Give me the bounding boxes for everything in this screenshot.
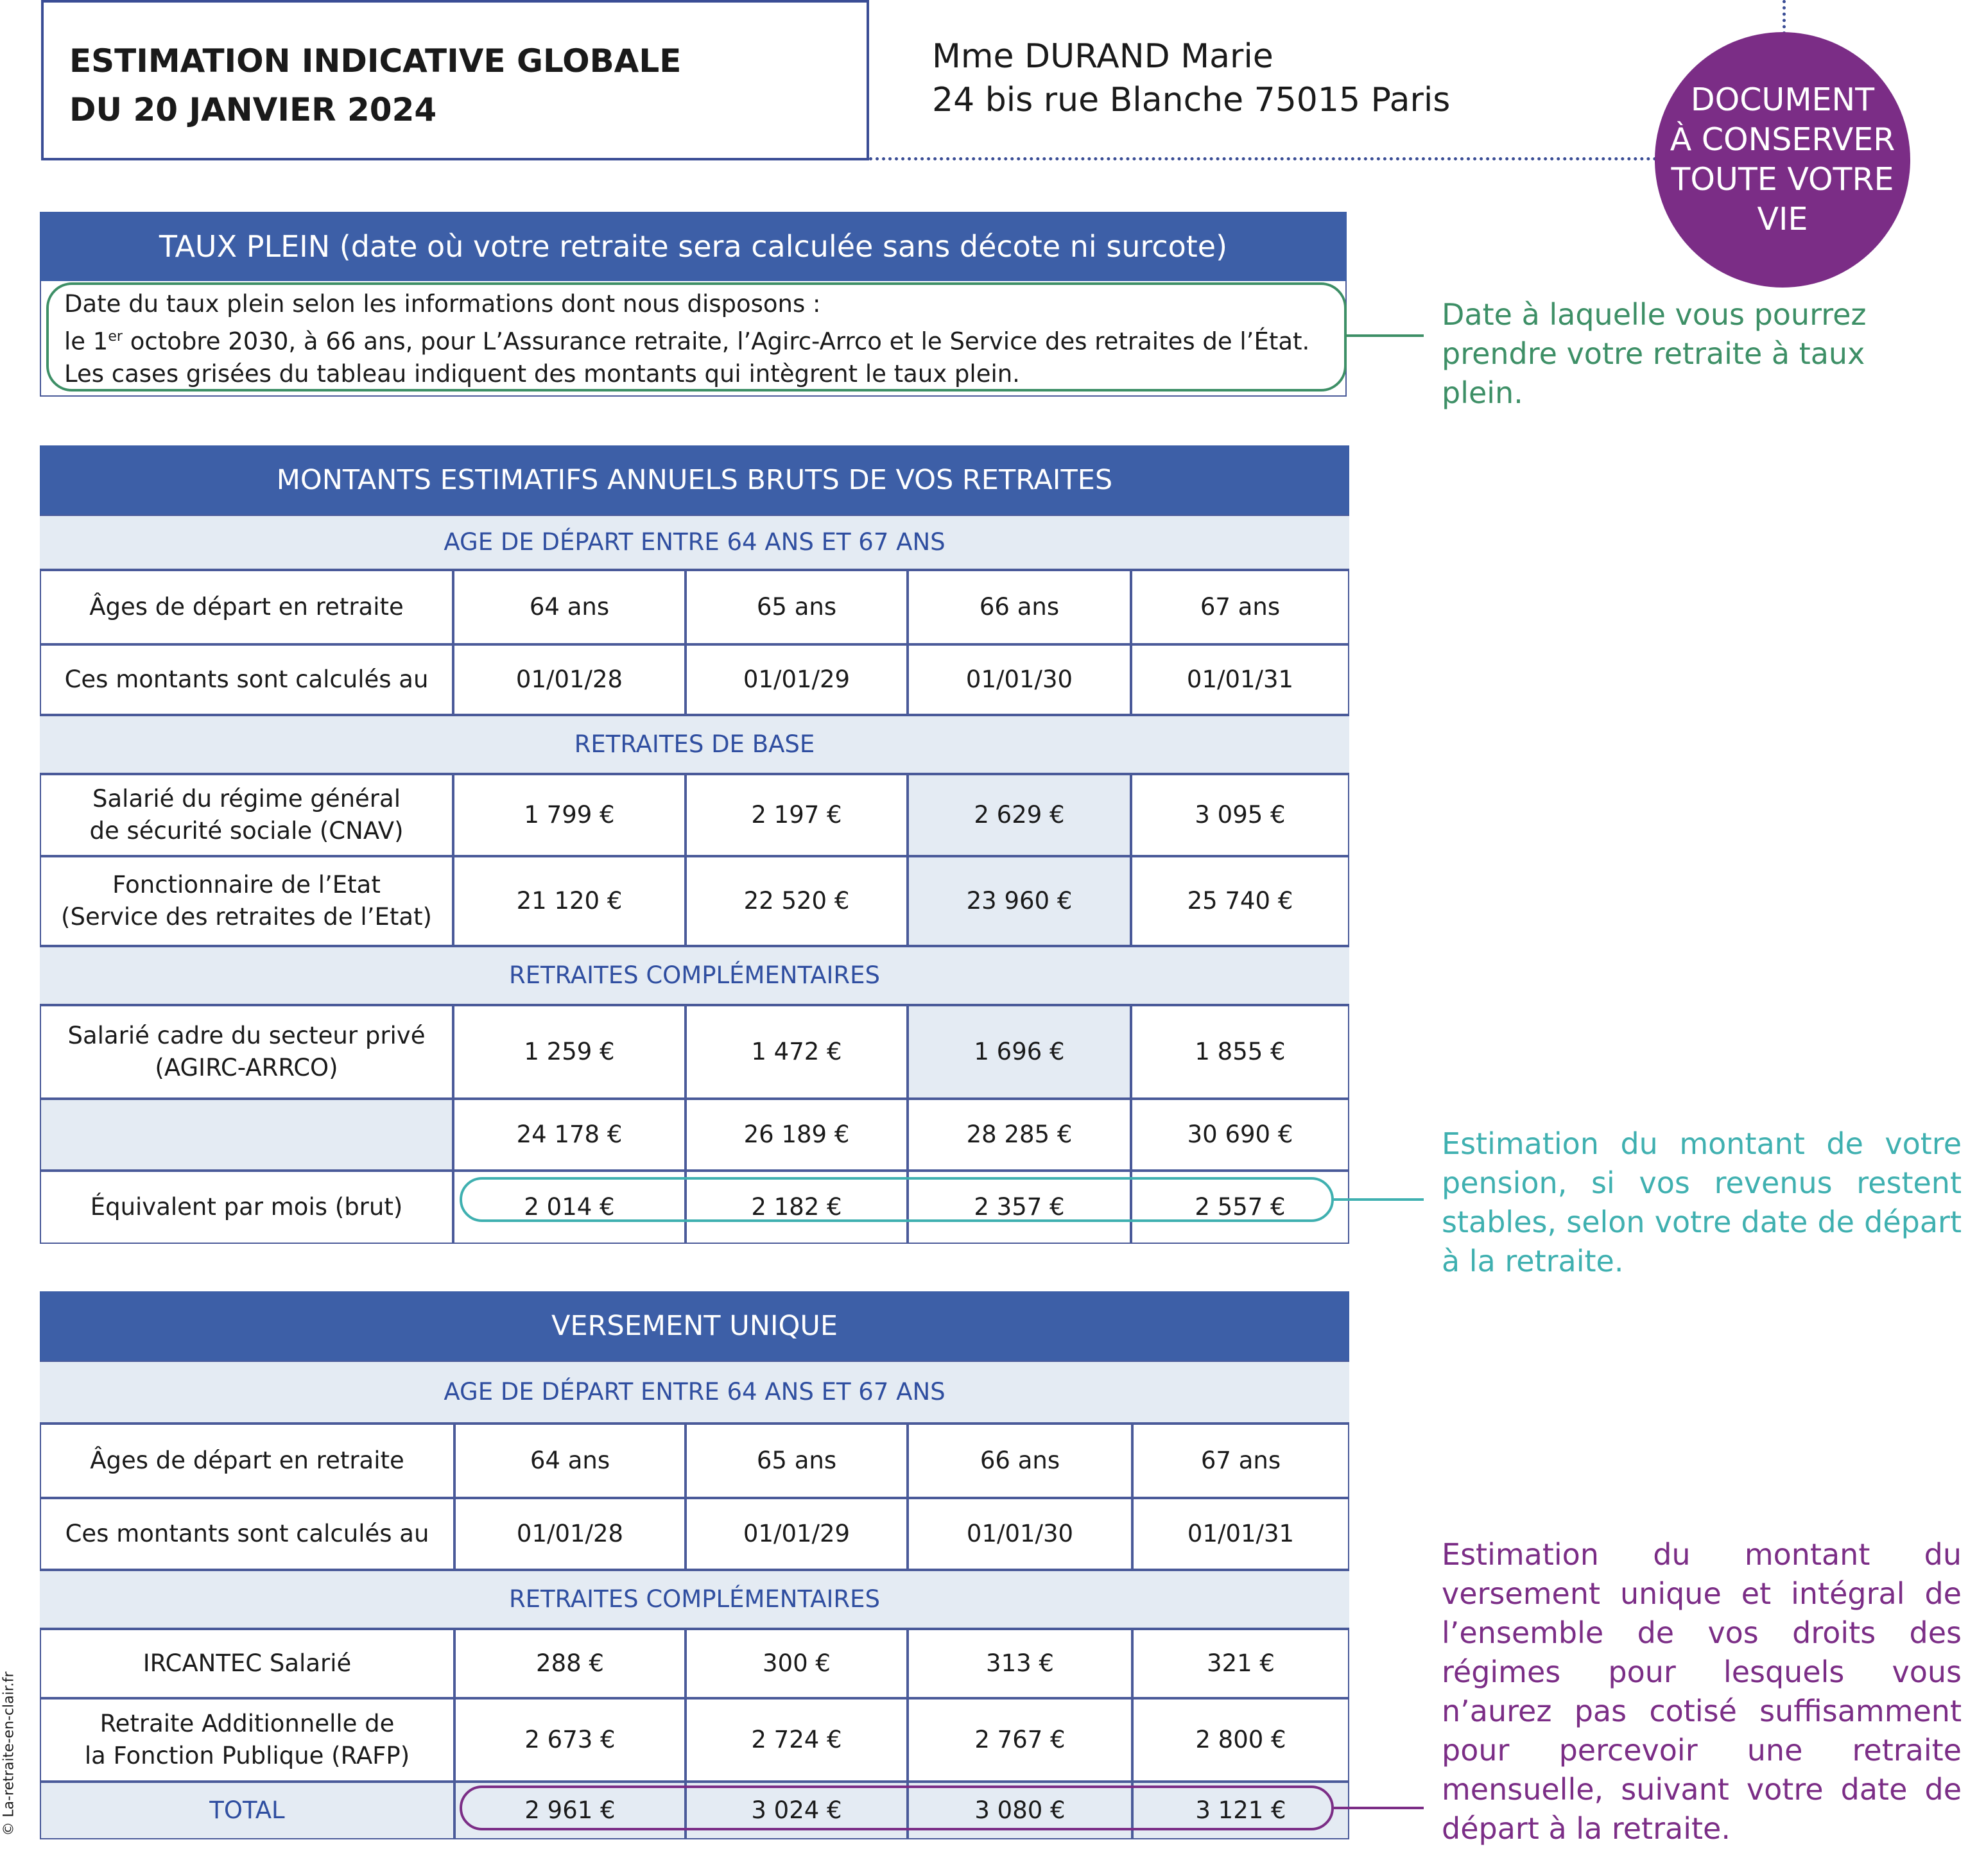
versement-total-highlight (460, 1786, 1334, 1830)
badge-line1: DOCUMENT (1690, 82, 1875, 118)
ircantec-amount: 313 € (908, 1629, 1132, 1698)
copyright: © La-retraite-en-clair.fr (1, 1671, 17, 1836)
etat-amount: 21 120 € (453, 856, 686, 946)
montants-date-cell: 01/01/28 (453, 644, 686, 715)
annual-total-amount: 30 690 € (1131, 1099, 1349, 1171)
versement-date-cell: 01/01/28 (454, 1498, 686, 1570)
ircantec-label: IRCANTEC Salarié (40, 1629, 454, 1698)
etat-label: Fonctionnaire de l’Etat (Service des retraites de l’Etat) (40, 856, 453, 946)
taux-plein-line2: le 1er octobre 2030, à 66 ans, pour L’Assurance retraite, l’Agirc-Arrco et le Service des retraites de l’État. (64, 327, 1310, 356)
badge-line3: TOUTE VOTRE (1671, 161, 1894, 198)
montants-age-cell: 66 ans (908, 570, 1131, 644)
recipient-name: Mme DURAND Marie (932, 37, 1274, 76)
montants-header: MONTANTS ESTIMATIFS ANNUELS BRUTS DE VOS RETRAITES (40, 445, 1349, 515)
etat-amount: 22 520 € (686, 856, 908, 946)
montants-date-cell: 01/01/29 (686, 644, 908, 715)
versement-age-cell: 67 ans (1132, 1424, 1349, 1498)
document-title-line1: ESTIMATION INDICATIVE GLOBALE (69, 42, 682, 80)
address-box (869, 0, 1786, 160)
versement-total-label: TOTAL (40, 1782, 454, 1839)
montants-dates-label: Ces montants sont calculés au (40, 644, 453, 715)
montants-ages-label: Âges de départ en retraite (40, 570, 453, 644)
cnav-amount: 2 197 € (686, 774, 908, 856)
versement-complementaires-subheader: RETRAITES COMPLÉMENTAIRES (40, 1570, 1349, 1629)
monthly-amount: 2 014 € (453, 1171, 686, 1244)
monthly-amount: 2 182 € (686, 1171, 908, 1244)
taux-plein-header: TAUX PLEIN (date où votre retraite sera calculée sans décote ni surcote) (40, 212, 1347, 281)
annual-total-label-empty (40, 1099, 453, 1171)
monthly-amount: 2 357 € (908, 1171, 1131, 1244)
versement-total-amount: 2 961 € (454, 1782, 686, 1839)
badge-line4: VIE (1757, 201, 1808, 237)
versement-connector (1334, 1807, 1424, 1809)
document-title-box (41, 0, 869, 160)
pension-estimate-note: Estimation du montant de votre pension, si vos revenus restent stables, selon votre date de départ à la retraite. (1442, 1126, 1962, 1278)
taux-plein-line1: Date du taux plein selon les informations dont nous disposons : (64, 290, 821, 318)
versement-date-cell: 01/01/30 (908, 1498, 1132, 1570)
versement-date-cell: 01/01/31 (1132, 1498, 1349, 1570)
montants-date-cell: 01/01/30 (908, 644, 1131, 715)
rafp-amount: 2 724 € (686, 1698, 908, 1782)
montants-age-cell: 67 ans (1131, 570, 1349, 644)
ircantec-amount: 321 € (1132, 1629, 1349, 1698)
agirc-arrco-amount: 1 472 € (686, 1005, 908, 1099)
rafp-label: Retraite Additionnelle de la Fonction Publique (RAFP) (40, 1698, 454, 1782)
montants-age-cell: 65 ans (686, 570, 908, 644)
retraites-complementaires-subheader: RETRAITES COMPLÉMENTAIRES (40, 946, 1349, 1005)
versement-age-cell: 65 ans (686, 1424, 908, 1498)
rafp-amount: 2 767 € (908, 1698, 1132, 1782)
rafp-amount: 2 673 € (454, 1698, 686, 1782)
versement-date-cell: 01/01/29 (686, 1498, 908, 1570)
versement-age-range: AGE DE DÉPART ENTRE 64 ANS ET 67 ANS (40, 1361, 1349, 1424)
versement-unique-note: Estimation du montant du versement unique et intégral de l’ensemble de vos droits des régimes pour lesquels vous n’aurez pas cotisé suffisamment pour percevoir une retraite mensuelle, suivant votre date de départ à la retraite. (1442, 1537, 1962, 1846)
versement-age-cell: 66 ans (908, 1424, 1132, 1498)
montants-age-range: AGE DE DÉPART ENTRE 64 ANS ET 67 ANS (40, 515, 1349, 570)
montants-age-cell: 64 ans (453, 570, 686, 644)
ircantec-amount: 288 € (454, 1629, 686, 1698)
montants-date-cell: 01/01/31 (1131, 644, 1349, 715)
versement-ages-label: Âges de départ en retraite (40, 1424, 454, 1498)
annual-total-amount: 26 189 € (686, 1099, 908, 1171)
etat-amount: 25 740 € (1131, 856, 1349, 946)
annual-total-amount: 28 285 € (908, 1099, 1131, 1171)
agirc-arrco-label: Salarié cadre du secteur privé (AGIRC-ARRCO) (40, 1005, 453, 1099)
versement-unique-header: VERSEMENT UNIQUE (40, 1291, 1349, 1361)
etat-amount-taux-plein: 23 960 € (908, 856, 1131, 946)
taux-plein-line3: Les cases grisées du tableau indiquent des montants qui intègrent le taux plein. (64, 360, 1020, 388)
monthly-amount: 2 557 € (1131, 1171, 1349, 1244)
versement-total-amount: 3 121 € (1132, 1782, 1349, 1839)
retraites-de-base-subheader: RETRAITES DE BASE (40, 715, 1349, 774)
cnav-amount: 3 095 € (1131, 774, 1349, 856)
monthly-label: Équivalent par mois (brut) (40, 1171, 453, 1244)
monthly-connector (1334, 1198, 1424, 1201)
document-title-line2: DU 20 JANVIER 2024 (69, 91, 437, 128)
badge-line2: À CONSERVER (1670, 121, 1895, 158)
taux-plein-note: Date à laquelle vous pourrez prendre votre retraite à taux plein. (1442, 297, 1867, 410)
ircantec-amount: 300 € (686, 1629, 908, 1698)
monthly-highlight (460, 1177, 1334, 1222)
versement-total-amount: 3 080 € (908, 1782, 1132, 1839)
annual-total-amount: 24 178 € (453, 1099, 686, 1171)
recipient-address: 24 bis rue Blanche 75015 Paris (932, 81, 1451, 119)
versement-age-cell: 64 ans (454, 1424, 686, 1498)
agirc-arrco-amount: 1 259 € (453, 1005, 686, 1099)
cnav-amount: 1 799 € (453, 774, 686, 856)
taux-plein-text (64, 288, 1309, 390)
cnav-amount-taux-plein: 2 629 € (908, 774, 1131, 856)
cnav-label: Salarié du régime général de sécurité sociale (CNAV) (40, 774, 453, 856)
agirc-arrco-amount-taux-plein: 1 696 € (908, 1005, 1131, 1099)
keep-document-badge (1655, 32, 1910, 288)
versement-dates-label: Ces montants sont calculés au (40, 1498, 454, 1570)
agirc-arrco-amount: 1 855 € (1131, 1005, 1349, 1099)
rafp-amount: 2 800 € (1132, 1698, 1349, 1782)
versement-total-amount: 3 024 € (686, 1782, 908, 1839)
taux-plein-connector (1347, 334, 1424, 337)
